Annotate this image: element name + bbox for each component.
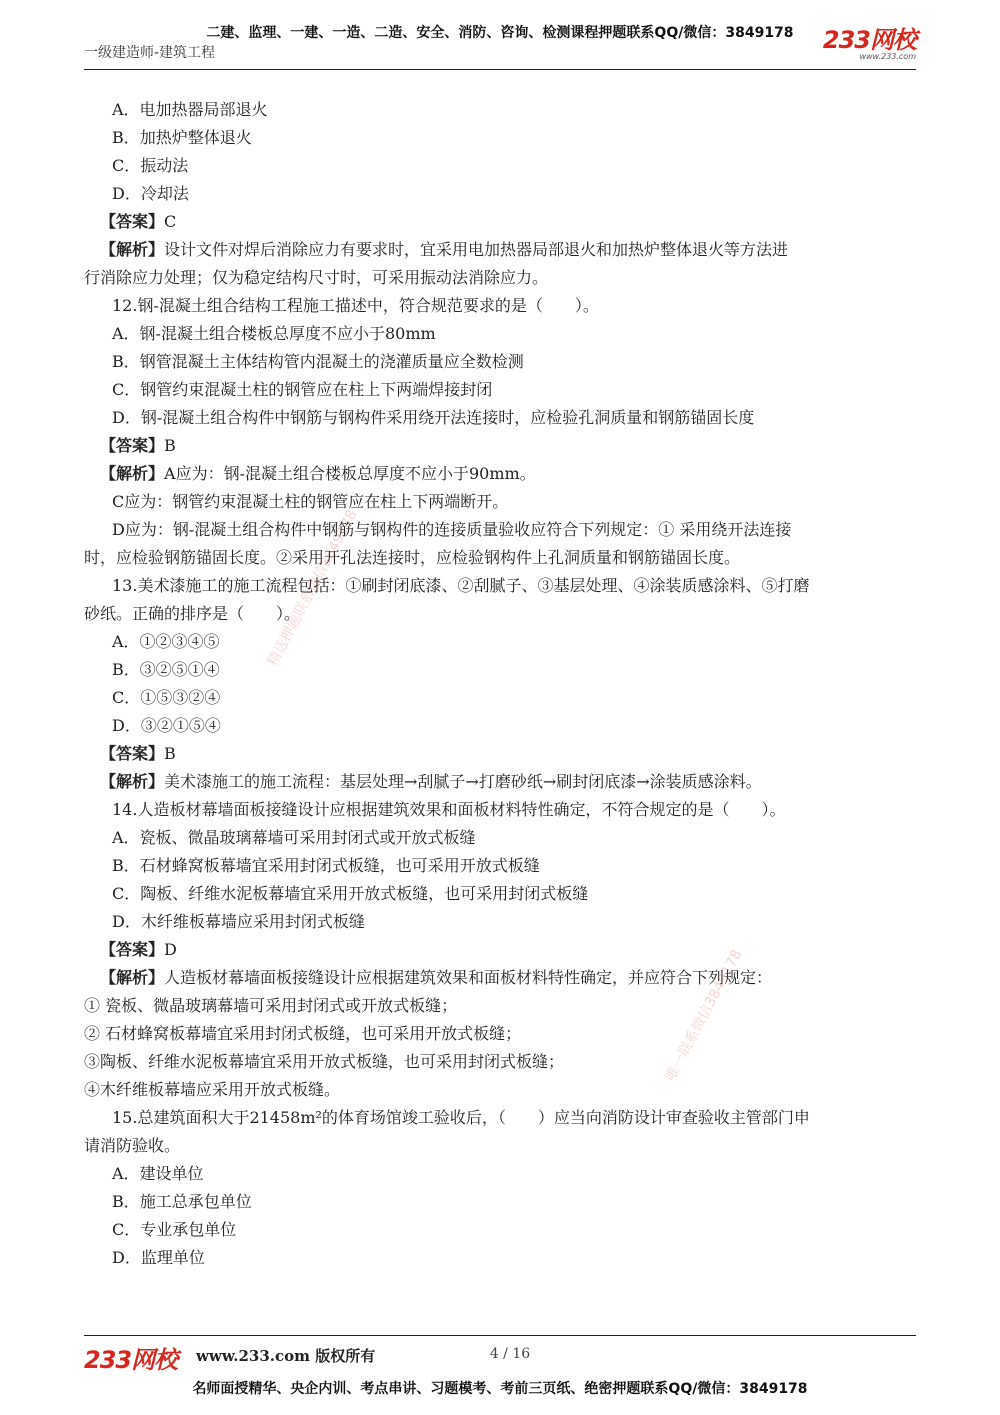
text-line bbox=[84, 488, 916, 516]
line-text: B．加热炉整体退火 bbox=[112, 128, 252, 147]
line-text: A．瓷板、微晶玻璃幕墙可采用封闭式或开放式板缝 bbox=[112, 828, 476, 847]
option-line bbox=[84, 320, 916, 348]
option-line bbox=[84, 852, 916, 880]
footer-divider bbox=[84, 1335, 916, 1336]
option-line bbox=[84, 1188, 916, 1216]
option-line bbox=[84, 124, 916, 152]
answer-tag: 【答案】 bbox=[100, 940, 165, 959]
line-text: C．振动法 bbox=[112, 156, 189, 175]
answer-line bbox=[84, 936, 916, 964]
text-line bbox=[84, 1076, 916, 1104]
brand-logo-url: www.233.com bbox=[859, 52, 916, 61]
line-text: ① 瓷板、微晶玻璃幕墙可采用封闭式或开放式板缝； bbox=[84, 996, 458, 1015]
option-line bbox=[84, 96, 916, 124]
line-text: A．建设单位 bbox=[112, 1164, 204, 1183]
answer-line bbox=[84, 740, 916, 768]
line-text: 12.钢-混凝土组合结构工程施工描述中，符合规范要求的是（ ）。 bbox=[112, 296, 599, 315]
line-text: D．③②①⑤④ bbox=[112, 716, 221, 735]
line-text: B．施工总承包单位 bbox=[112, 1192, 252, 1211]
line-text: B bbox=[164, 744, 176, 763]
header-divider bbox=[84, 69, 916, 70]
option-line bbox=[84, 880, 916, 908]
answer-line bbox=[84, 208, 916, 236]
line-text: 请消防验收。 bbox=[84, 1136, 181, 1155]
line-text: ④木纤维板幕墙应采用开放式板缝。 bbox=[84, 1080, 341, 1099]
option-line bbox=[84, 628, 916, 656]
line-text: D应为：钢-混凝土组合构件中钢筋与钢构件的连接质量验收应符合下列规定：① 采用绕开法连接 bbox=[112, 520, 792, 539]
line-text: A．①②③④⑤ bbox=[112, 632, 220, 651]
line-text: C．钢管约束混凝土柱的钢管应在柱上下两端焊接封闭 bbox=[112, 380, 493, 399]
answer-tag: 【解析】 bbox=[100, 464, 165, 483]
line-text: B．石材蜂窝板幕墙宜采用封闭式板缝，也可采用开放式板缝 bbox=[112, 856, 540, 875]
brand-logo bbox=[823, 28, 916, 61]
line-text: C应为：钢管约束混凝土柱的钢管应在柱上下两端断开。 bbox=[112, 492, 509, 511]
footer-brand-logo: 233网校 bbox=[84, 1346, 178, 1374]
option-line bbox=[84, 404, 916, 432]
option-line bbox=[84, 152, 916, 180]
text-line bbox=[84, 1048, 916, 1076]
line-text: ② 石材蜂窝板幕墙宜采用封闭式板缝，也可采用开放式板缝； bbox=[84, 1024, 522, 1043]
option-line bbox=[84, 712, 916, 740]
text-line bbox=[84, 264, 916, 292]
brand-logo-text: 233网校 bbox=[822, 26, 916, 54]
option-line bbox=[84, 908, 916, 936]
answer-line bbox=[84, 236, 916, 264]
line-text: A应为：钢-混凝土组合楼板总厚度不应小于90mm。 bbox=[164, 464, 536, 483]
option-line bbox=[84, 684, 916, 712]
option-line bbox=[84, 348, 916, 376]
option-line bbox=[84, 656, 916, 684]
line-text: C．①⑤③②④ bbox=[112, 688, 221, 707]
text-line bbox=[84, 572, 916, 600]
line-text: D．监理单位 bbox=[112, 1248, 205, 1267]
option-line bbox=[84, 180, 916, 208]
line-text: 人造板材幕墙面板接缝设计应根据建筑效果和面板材料特性确定，并应符合下列规定： bbox=[164, 968, 773, 987]
line-text: 设计文件对焊后消除应力有要求时，宜采用电加热器局部退火和加热炉整体退火等方法进 bbox=[164, 240, 789, 259]
text-line bbox=[84, 1020, 916, 1048]
line-text: D bbox=[164, 940, 177, 959]
line-text: 砂纸。正确的排序是（ ）。 bbox=[84, 604, 301, 623]
line-text: D．冷却法 bbox=[112, 184, 189, 203]
footer-promo-line: 名师面授精华、央企内训、考点串讲、习题模考、考前三页纸、绝密押题联系QQ/微信：3849178 bbox=[192, 1381, 808, 1397]
line-text: 15.总建筑面积大于21458m²的体育场馆竣工验收后，（ ）应当向消防设计审查验收主管部门申 bbox=[112, 1108, 810, 1127]
watermark: 唯一联系微信3849178 bbox=[662, 947, 746, 1084]
text-line bbox=[84, 1132, 916, 1160]
answer-tag: 【解析】 bbox=[100, 968, 165, 987]
line-text: 美术漆施工的施工流程：基层处理→刮腻子→打磨砂纸→刷封闭底漆→涂装质感涂料。 bbox=[164, 772, 762, 791]
line-text: C bbox=[164, 212, 177, 231]
text-line bbox=[84, 992, 916, 1020]
line-text: 13.美术漆施工的施工流程包括：①刷封闭底漆、②刮腻子、③基层处理、④涂装质感涂料、⑤打磨 bbox=[112, 576, 810, 595]
footer-copyright: www.233.com 版权所有 bbox=[196, 1347, 376, 1365]
answer-line bbox=[84, 460, 916, 488]
header-promo-line: 二建、监理、一建、一造、二造、安全、消防、咨询、检测课程押题联系QQ/微信：3849178 bbox=[206, 25, 794, 41]
text-line bbox=[84, 292, 916, 320]
line-text: A．电加热器局部退火 bbox=[112, 100, 268, 119]
answer-tag: 【答案】 bbox=[100, 212, 165, 231]
line-text: C．陶板、纤维水泥板幕墙宜采用开放式板缝，也可采用封闭式板缝 bbox=[112, 884, 589, 903]
answer-tag: 【答案】 bbox=[100, 744, 165, 763]
option-line bbox=[84, 1160, 916, 1188]
text-line bbox=[84, 544, 916, 572]
line-text: 时，应检验钢筋锚固长度。②采用开孔法连接时，应检验钢构件上孔洞质量和钢筋锚固长度。 bbox=[84, 548, 741, 567]
line-text: 行消除应力处理；仅为稳定结构尺寸时，可采用振动法消除应力。 bbox=[84, 268, 549, 287]
line-text: A．钢-混凝土组合楼板总厚度不应小于80mm bbox=[112, 324, 436, 343]
answer-tag: 【解析】 bbox=[100, 240, 165, 259]
page-number: 4 / 16 bbox=[489, 1346, 531, 1362]
answer-line bbox=[84, 432, 916, 460]
line-text: D．钢-混凝土组合构件中钢筋与钢构件采用绕开法连接时，应检验孔洞质量和钢筋锚固长度 bbox=[112, 408, 755, 427]
option-line bbox=[84, 824, 916, 852]
document-body bbox=[84, 96, 916, 1272]
text-line bbox=[84, 516, 916, 544]
line-text: ③陶板、纤维水泥板幕墙宜采用开放式板缝，也可采用封闭式板缝； bbox=[84, 1052, 565, 1071]
watermark: 精选押题联系微信3849178 bbox=[264, 507, 361, 669]
answer-tag: 【解析】 bbox=[100, 772, 165, 791]
line-text: B．③②⑤①④ bbox=[112, 660, 220, 679]
line-text: B．钢管混凝土主体结构管内混凝土的浇灌质量应全数检测 bbox=[112, 352, 524, 371]
line-text: C．专业承包单位 bbox=[112, 1220, 237, 1239]
text-line bbox=[84, 1104, 916, 1132]
text-line bbox=[84, 796, 916, 824]
answer-line bbox=[84, 768, 916, 796]
option-line bbox=[84, 1244, 916, 1272]
answer-line bbox=[84, 964, 916, 992]
line-text: 14.人造板材幕墙面板接缝设计应根据建筑效果和面板材料特性确定，不符合规定的是（ ）。 bbox=[112, 800, 786, 819]
line-text: B bbox=[164, 436, 176, 455]
option-line bbox=[84, 1216, 916, 1244]
answer-tag: 【答案】 bbox=[100, 436, 165, 455]
text-line bbox=[84, 600, 916, 628]
document-subtitle: 一级建造师-建筑工程 bbox=[84, 45, 216, 61]
option-line bbox=[84, 376, 916, 404]
line-text: D．木纤维板幕墙应采用封闭式板缝 bbox=[112, 912, 365, 931]
